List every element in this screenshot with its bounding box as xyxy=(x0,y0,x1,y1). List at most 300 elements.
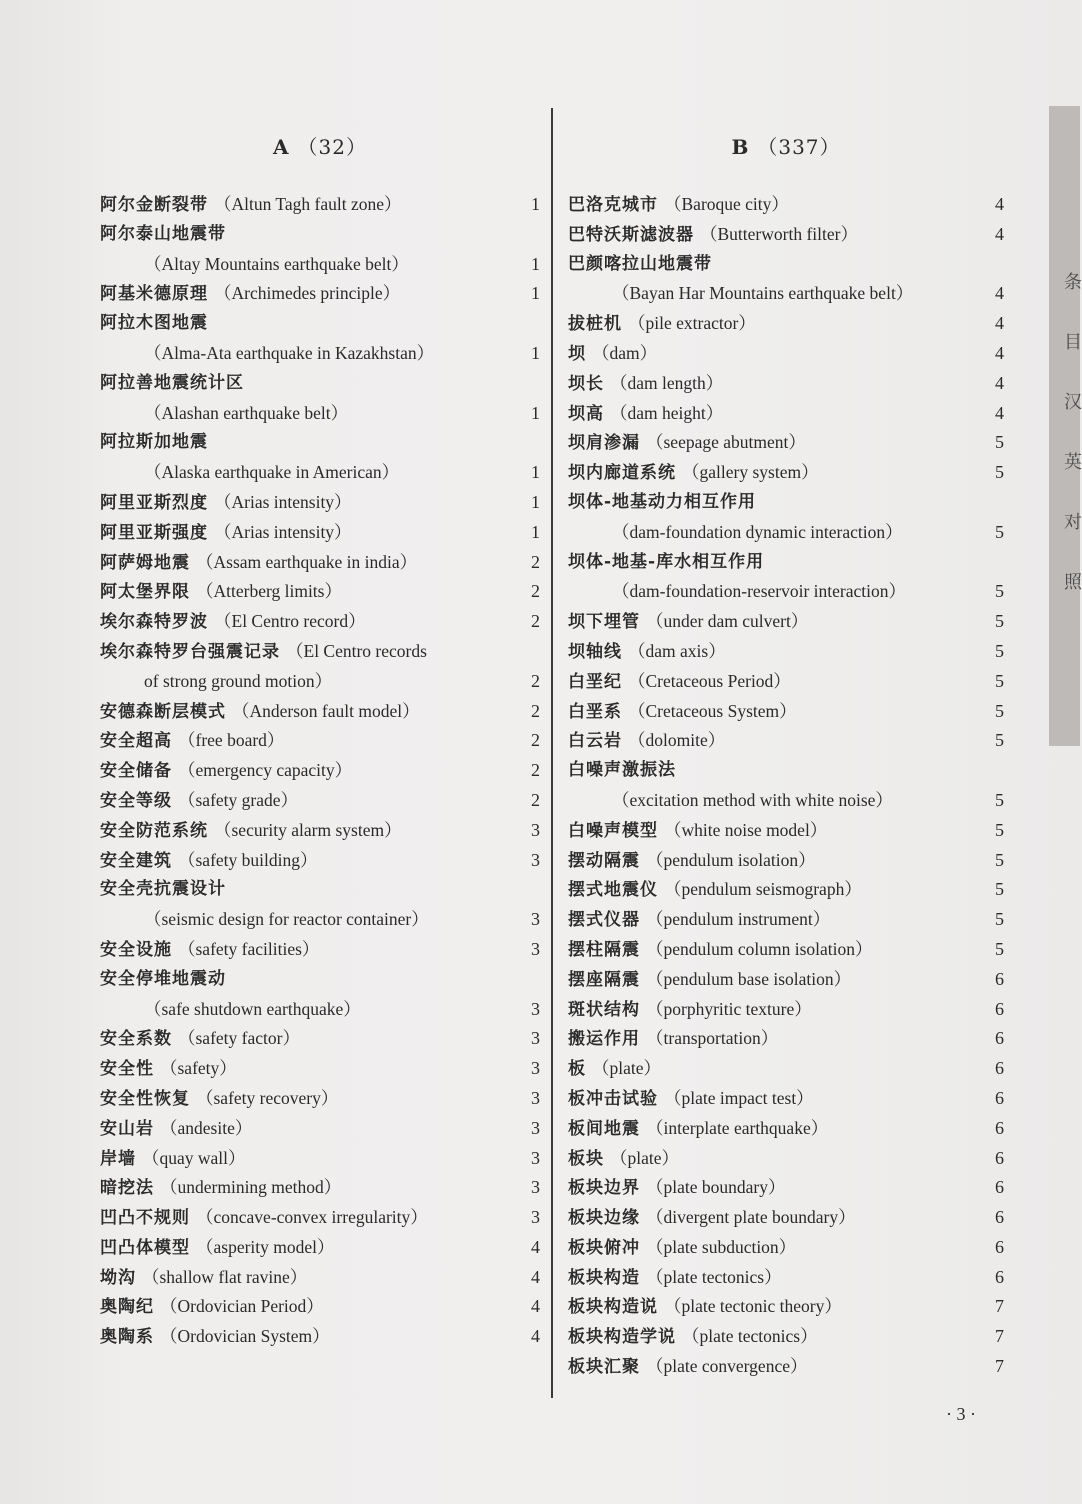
index-entry xyxy=(100,607,540,637)
entry-page-number: 3 xyxy=(531,938,540,959)
index-entry xyxy=(568,726,1004,756)
index-entry xyxy=(100,697,540,727)
entry-line xyxy=(568,607,1004,637)
entry-english-term: （plate tectonic theory） xyxy=(664,1296,842,1317)
entry-line xyxy=(568,1263,1004,1293)
thumb-index-char: 条 xyxy=(1064,272,1082,293)
entry-page-number: 1 xyxy=(531,342,540,363)
entry-line xyxy=(568,250,1004,280)
entry-page-number: 4 xyxy=(531,1236,540,1257)
entry-english-term: （free board） xyxy=(178,730,285,751)
entry-english-term: （Arias intensity） xyxy=(214,521,352,542)
entry-line xyxy=(100,1322,540,1352)
entry-chinese-term: 安全防范系统 xyxy=(100,820,208,841)
entry-page-number: 4 xyxy=(531,1326,540,1347)
entry-chinese-term: 巴洛克城市 xyxy=(568,195,658,215)
index-entry xyxy=(100,279,540,309)
entry-line xyxy=(568,220,1004,250)
index-entry xyxy=(568,816,1004,846)
entry-english-term: （pendulum base isolation） xyxy=(646,968,852,989)
thumb-index-char: 照 xyxy=(1064,572,1082,593)
entry-line xyxy=(568,1203,1004,1233)
column-divider xyxy=(551,108,553,1398)
index-entry xyxy=(100,875,540,935)
entry-english-term: （quay wall） xyxy=(142,1147,246,1168)
entry-page-number: 2 xyxy=(531,581,540,602)
thumb-index-char: 目 xyxy=(1064,332,1082,353)
entry-line xyxy=(100,905,540,935)
entry-page-number: 1 xyxy=(531,402,540,423)
entry-chinese-term: 安全壳抗震设计 xyxy=(100,879,226,900)
entry-line xyxy=(568,548,1004,578)
entry-chinese-term: 阿尔泰山地震带 xyxy=(100,223,226,244)
entry-chinese-term: 拔桩机 xyxy=(568,314,622,335)
entry-line xyxy=(100,518,540,548)
entry-english-term: （seepage abutment） xyxy=(646,432,806,453)
index-entry xyxy=(568,399,1004,429)
entry-english-term: （gallery system） xyxy=(682,462,819,483)
entry-chinese-term: 坝轴线 xyxy=(568,641,622,662)
entry-english-term: （safe shutdown earthquake） xyxy=(144,998,361,1019)
index-column-a xyxy=(100,130,540,1352)
index-entry xyxy=(568,607,1004,637)
entry-line xyxy=(568,816,1004,846)
entry-line xyxy=(568,965,1004,995)
entry-chinese-term: 阿拉木图地震 xyxy=(100,313,208,334)
entry-page-number: 5 xyxy=(995,581,1004,602)
entry-line xyxy=(568,846,1004,876)
entry-line xyxy=(568,488,1004,518)
entry-line xyxy=(568,667,1004,697)
entry-line xyxy=(568,1233,1004,1263)
entry-chinese-term: 坝 xyxy=(568,343,586,364)
entry-page-number: 3 xyxy=(531,849,540,870)
entry-page-number: 4 xyxy=(995,372,1004,393)
entry-chinese-term: 板块构造说 xyxy=(568,1297,658,1318)
entry-page-number: 5 xyxy=(995,432,1004,453)
entry-chinese-term: 阿尔金断裂带 xyxy=(100,195,208,215)
entry-chinese-term: 巴颜喀拉山地震带 xyxy=(568,253,712,274)
entry-chinese-term: 凹凸不规则 xyxy=(100,1208,190,1229)
entry-chinese-term: 安全超高 xyxy=(100,731,172,752)
entry-line xyxy=(568,905,1004,935)
entry-english-term: （dam） xyxy=(592,342,658,363)
entry-english-term: （Bayan Har Mountains earthquake belt） xyxy=(612,283,914,304)
index-entry xyxy=(100,220,540,280)
entry-line xyxy=(100,1233,540,1263)
entry-chinese-term: 安全停堆地震动 xyxy=(100,968,226,989)
entry-chinese-term: 阿萨姆地震 xyxy=(100,552,190,573)
entry-chinese-term: 板块俯冲 xyxy=(568,1237,640,1258)
entry-chinese-term: 坝高 xyxy=(568,403,604,424)
index-entry xyxy=(100,428,540,488)
entry-english-term: （emergency capacity） xyxy=(178,760,353,781)
index-entry xyxy=(100,1144,540,1174)
entry-line xyxy=(568,428,1004,458)
index-entry xyxy=(100,190,540,220)
index-entry xyxy=(100,637,540,697)
entry-chinese-term: 板块构造学说 xyxy=(568,1327,676,1348)
entry-page-number: 4 xyxy=(531,1266,540,1287)
index-entry xyxy=(568,339,1004,369)
entry-page-number: 2 xyxy=(531,700,540,721)
entry-line xyxy=(100,875,540,905)
entry-chinese-term: 坝肩渗漏 xyxy=(568,433,640,454)
entry-line xyxy=(100,1114,540,1144)
entry-line xyxy=(100,1084,540,1114)
entry-english-term: （concave-convex irregularity） xyxy=(196,1207,428,1228)
entry-chinese-term: 巴特沃斯滤波器 xyxy=(568,224,694,245)
index-entry xyxy=(568,1144,1004,1174)
entry-page-number: 2 xyxy=(531,789,540,810)
entry-english-term: （plate subduction） xyxy=(646,1236,797,1257)
entry-line xyxy=(100,726,540,756)
index-entry xyxy=(568,875,1004,905)
entry-chinese-term: 岸墙 xyxy=(100,1148,136,1169)
entry-english-term: （seismic design for reactor container） xyxy=(144,909,429,930)
entry-english-term: （Atterberg limits） xyxy=(196,581,342,602)
entry-chinese-term: 坝下埋管 xyxy=(568,612,640,633)
entry-chinese-term: 搬运作用 xyxy=(568,1029,640,1050)
entry-english-term: （Anderson fault model） xyxy=(232,700,420,721)
entry-line xyxy=(568,1292,1004,1322)
entry-english-term: （asperity model） xyxy=(196,1236,335,1257)
entry-line xyxy=(100,339,540,369)
entry-page-number: 1 xyxy=(531,462,540,483)
entry-page-number: 7 xyxy=(995,1326,1004,1347)
entry-english-term: （safety） xyxy=(160,1058,237,1079)
thumb-index-char: 英 xyxy=(1064,452,1082,473)
entry-chinese-term: 坝体-地基动力相互作用 xyxy=(568,491,757,512)
entry-english-term: （dam axis） xyxy=(628,640,726,661)
entry-page-number: 2 xyxy=(531,611,540,632)
entry-line xyxy=(100,995,540,1025)
entry-chinese-term: 奥陶系 xyxy=(100,1327,154,1348)
index-entry xyxy=(100,1322,540,1352)
entry-line xyxy=(100,548,540,578)
entry-english-term: （safety recovery） xyxy=(196,1087,339,1108)
entry-page-number: 6 xyxy=(995,968,1004,989)
entry-chinese-term: 斑状结构 xyxy=(568,999,640,1020)
index-entry xyxy=(568,309,1004,339)
entry-chinese-term: 摆动隔震 xyxy=(568,850,640,871)
entry-english-term: （safety factor） xyxy=(178,1028,300,1049)
index-entry xyxy=(100,965,540,1025)
entry-line xyxy=(100,458,540,488)
entry-page-number: 5 xyxy=(995,640,1004,661)
entry-line xyxy=(100,1263,540,1293)
index-column-b xyxy=(568,130,1004,1382)
entry-english-term: （plate tectonics） xyxy=(682,1326,818,1347)
entry-chinese-term: 摆式仪器 xyxy=(568,910,640,931)
entry-english-term: （safety facilities） xyxy=(178,938,320,959)
index-entry xyxy=(568,1173,1004,1203)
entry-chinese-term: 白垩系 xyxy=(568,701,622,722)
entry-page-number: 7 xyxy=(995,1296,1004,1317)
entry-chinese-term: 阿里亚斯强度 xyxy=(100,522,208,543)
thumb-index-char: 对 xyxy=(1064,512,1082,533)
entry-chinese-term: 坳沟 xyxy=(100,1267,136,1288)
entry-line xyxy=(100,428,540,458)
entry-english-term: （transportation） xyxy=(646,1028,779,1049)
index-entry xyxy=(568,1084,1004,1114)
index-entry xyxy=(568,697,1004,727)
index-entry xyxy=(568,1263,1004,1293)
entry-english-term: （Altay Mountains earthquake belt） xyxy=(144,253,409,274)
index-entry xyxy=(568,667,1004,697)
entry-english-term: （under dam culvert） xyxy=(646,611,809,632)
entry-line xyxy=(568,1024,1004,1054)
entry-line xyxy=(100,1054,540,1084)
entry-english-term: （Alma-Ata earthquake in Kazakhstan） xyxy=(144,342,435,363)
index-entry xyxy=(100,369,540,429)
index-entry xyxy=(100,1292,540,1322)
entry-english-term: （plate impact test） xyxy=(664,1087,814,1108)
entry-english-term: （pendulum instrument） xyxy=(646,909,831,930)
index-entry xyxy=(100,309,540,369)
section-heading-a xyxy=(100,130,540,164)
entry-english-term: （andesite） xyxy=(160,1117,253,1138)
entry-line xyxy=(100,220,540,250)
index-entry xyxy=(100,1084,540,1114)
entry-chinese-term: 安全储备 xyxy=(100,761,172,782)
index-entry xyxy=(568,190,1004,220)
index-entry xyxy=(100,1173,540,1203)
entry-page-number: 5 xyxy=(995,462,1004,483)
index-entry xyxy=(568,905,1004,935)
entry-english-term: （Altun Tagh fault zone） xyxy=(214,194,402,214)
entry-line xyxy=(568,190,1004,220)
entry-page-number: 4 xyxy=(995,194,1004,214)
entry-page-number: 3 xyxy=(531,1028,540,1049)
entry-english-term: （Baroque city） xyxy=(664,194,789,214)
index-entry xyxy=(568,220,1004,250)
entry-page-number: 3 xyxy=(531,1207,540,1228)
entry-chinese-term: 板块边缘 xyxy=(568,1208,640,1229)
entry-page-number: 5 xyxy=(995,700,1004,721)
entry-page-number: 5 xyxy=(995,521,1004,542)
index-entry xyxy=(568,1054,1004,1084)
entry-english-term: （excitation method with white noise） xyxy=(612,789,893,810)
entry-chinese-term: 板 xyxy=(568,1059,586,1080)
entry-page-number: 4 xyxy=(995,283,1004,304)
index-entry xyxy=(568,935,1004,965)
entry-page-number: 5 xyxy=(995,789,1004,810)
entry-page-number: 5 xyxy=(995,879,1004,900)
section-letter: B xyxy=(731,135,750,159)
entry-english-term: （Archimedes principle） xyxy=(214,283,401,304)
entry-chinese-term: 安全性 xyxy=(100,1059,154,1080)
entry-line xyxy=(568,399,1004,429)
index-entry xyxy=(568,995,1004,1025)
entry-line xyxy=(568,1322,1004,1352)
entry-page-number: 2 xyxy=(531,551,540,572)
entry-chinese-term: 安德森断层模式 xyxy=(100,701,226,722)
entry-english-term: （Ordovician System） xyxy=(160,1326,330,1347)
entry-page-number: 1 xyxy=(531,521,540,542)
entry-line xyxy=(100,786,540,816)
entry-chinese-term: 安全设施 xyxy=(100,939,172,960)
index-entry xyxy=(100,518,540,548)
entry-page-number: 6 xyxy=(995,1117,1004,1138)
thumb-index-tab xyxy=(1049,106,1080,746)
entry-page-number: 5 xyxy=(995,909,1004,930)
entry-chinese-term: 板块汇聚 xyxy=(568,1357,640,1378)
entry-chinese-term: 板块边界 xyxy=(568,1178,640,1199)
entry-chinese-term: 安全等级 xyxy=(100,790,172,811)
entry-english-term: （safety grade） xyxy=(178,789,299,810)
entry-line xyxy=(100,667,540,697)
entry-line xyxy=(100,250,540,280)
entry-chinese-term: 板块 xyxy=(568,1148,604,1169)
index-entry xyxy=(100,1263,540,1293)
entry-english-term: （plate tectonics） xyxy=(646,1266,782,1287)
entry-line xyxy=(568,1173,1004,1203)
entry-page-number: 3 xyxy=(531,1177,540,1198)
entry-english-term: （divergent plate boundary） xyxy=(646,1207,856,1228)
index-entry xyxy=(568,637,1004,667)
index-entry xyxy=(100,577,540,607)
entry-chinese-term: 白云岩 xyxy=(568,731,622,752)
entry-page-number: 3 xyxy=(531,1087,540,1108)
entry-page-number: 4 xyxy=(995,313,1004,334)
index-entry xyxy=(568,1203,1004,1233)
entry-english-term: （El Centro records xyxy=(286,640,427,661)
section-count: （337） xyxy=(757,135,841,159)
entry-english-term: （dam height） xyxy=(610,402,724,423)
entry-chinese-term: 白噪声模型 xyxy=(568,820,658,841)
entry-english-term: （pendulum isolation） xyxy=(646,849,816,870)
entry-page-number: 4 xyxy=(995,223,1004,244)
index-entry xyxy=(100,816,540,846)
entry-line xyxy=(100,399,540,429)
entry-line xyxy=(568,1084,1004,1114)
index-entry xyxy=(100,1203,540,1233)
entry-english-term: （Butterworth filter） xyxy=(700,223,858,244)
entry-line xyxy=(100,1144,540,1174)
index-entry xyxy=(568,250,1004,310)
index-entry xyxy=(100,1233,540,1263)
entry-chinese-term: 坝长 xyxy=(568,373,604,394)
entry-english-term: （interplate earthquake） xyxy=(646,1117,829,1138)
entry-line xyxy=(100,1024,540,1054)
entry-line xyxy=(100,607,540,637)
entry-page-number: 4 xyxy=(995,342,1004,363)
index-entry xyxy=(568,965,1004,995)
entry-page-number: 3 xyxy=(531,998,540,1019)
index-entry xyxy=(568,756,1004,816)
entry-page-number: 2 xyxy=(531,730,540,751)
entry-english-term: （Alashan earthquake belt） xyxy=(144,402,349,423)
entry-line xyxy=(100,1173,540,1203)
entry-line xyxy=(568,518,1004,548)
entry-page-number: 6 xyxy=(995,1028,1004,1049)
index-entry xyxy=(568,846,1004,876)
entry-list-a xyxy=(100,190,540,1352)
entry-line xyxy=(100,190,540,220)
entry-line xyxy=(568,1144,1004,1174)
entry-chinese-term: 摆柱隔震 xyxy=(568,939,640,960)
entry-english-term: （white noise model） xyxy=(664,819,828,840)
entry-english-term: （plate） xyxy=(592,1058,662,1079)
entry-english-term: （plate convergence） xyxy=(646,1356,808,1377)
entry-page-number: 6 xyxy=(995,998,1004,1019)
entry-line xyxy=(568,369,1004,399)
entry-english-term: （El Centro record） xyxy=(214,611,366,632)
entry-line xyxy=(568,756,1004,786)
entry-page-number: 3 xyxy=(531,1147,540,1168)
entry-english-term: （Cretaceous System） xyxy=(628,700,797,721)
entry-chinese-term: 板间地震 xyxy=(568,1118,640,1139)
thumb-index-char: 汉 xyxy=(1064,392,1082,413)
entry-page-number: 6 xyxy=(995,1207,1004,1228)
entry-chinese-term: 白噪声激振法 xyxy=(568,760,676,781)
entry-line xyxy=(568,279,1004,309)
entry-line xyxy=(568,458,1004,488)
entry-line xyxy=(100,279,540,309)
entry-page-number: 3 xyxy=(531,1058,540,1079)
index-entry xyxy=(568,1292,1004,1322)
entry-page-number: 3 xyxy=(531,819,540,840)
entry-page-number: 3 xyxy=(531,909,540,930)
index-entry xyxy=(568,428,1004,458)
entry-page-number: 4 xyxy=(995,402,1004,423)
entry-chinese-term: 白垩纪 xyxy=(568,671,622,692)
entry-line xyxy=(568,875,1004,905)
index-entry xyxy=(568,369,1004,399)
entry-line xyxy=(100,1292,540,1322)
index-entry xyxy=(100,935,540,965)
entry-line xyxy=(568,697,1004,727)
entry-chinese-term: 坝体-地基-库水相互作用 xyxy=(568,551,765,572)
entry-page-number: 4 xyxy=(531,1296,540,1317)
entry-english-term: （plate） xyxy=(610,1147,680,1168)
index-entry xyxy=(100,1054,540,1084)
entry-line xyxy=(100,935,540,965)
entry-chinese-term: 坝内廊道系统 xyxy=(568,463,676,484)
entry-english-term-continued: of strong ground motion） xyxy=(144,670,333,691)
entry-english-term: （Alaska earthquake in American） xyxy=(144,462,400,483)
index-entry xyxy=(568,1233,1004,1263)
entry-chinese-term: 安全性恢复 xyxy=(100,1088,190,1109)
entry-line xyxy=(568,1054,1004,1084)
entry-page-number: 5 xyxy=(995,670,1004,691)
entry-line xyxy=(568,786,1004,816)
entry-english-term: （safety building） xyxy=(178,849,318,870)
entry-english-term: （shallow flat ravine） xyxy=(142,1266,308,1287)
entry-line xyxy=(100,577,540,607)
entry-page-number: 6 xyxy=(995,1266,1004,1287)
entry-english-term: （security alarm system） xyxy=(214,819,402,840)
index-entry xyxy=(100,786,540,816)
entry-english-term: （plate boundary） xyxy=(646,1177,786,1198)
entry-page-number: 2 xyxy=(531,760,540,781)
entry-line xyxy=(568,995,1004,1025)
entry-page-number: 5 xyxy=(995,849,1004,870)
index-entry xyxy=(100,846,540,876)
entry-line xyxy=(100,488,540,518)
entry-page-number: 1 xyxy=(531,194,540,214)
entry-list-b xyxy=(568,190,1004,1382)
entry-chinese-term: 安全建筑 xyxy=(100,850,172,871)
entry-chinese-term: 凹凸体模型 xyxy=(100,1237,190,1258)
index-entry xyxy=(100,726,540,756)
index-entry xyxy=(100,488,540,518)
entry-line xyxy=(100,756,540,786)
entry-chinese-term: 安山岩 xyxy=(100,1118,154,1139)
entry-chinese-term: 阿基米德原理 xyxy=(100,284,208,305)
entry-chinese-term: 阿里亚斯烈度 xyxy=(100,492,208,513)
